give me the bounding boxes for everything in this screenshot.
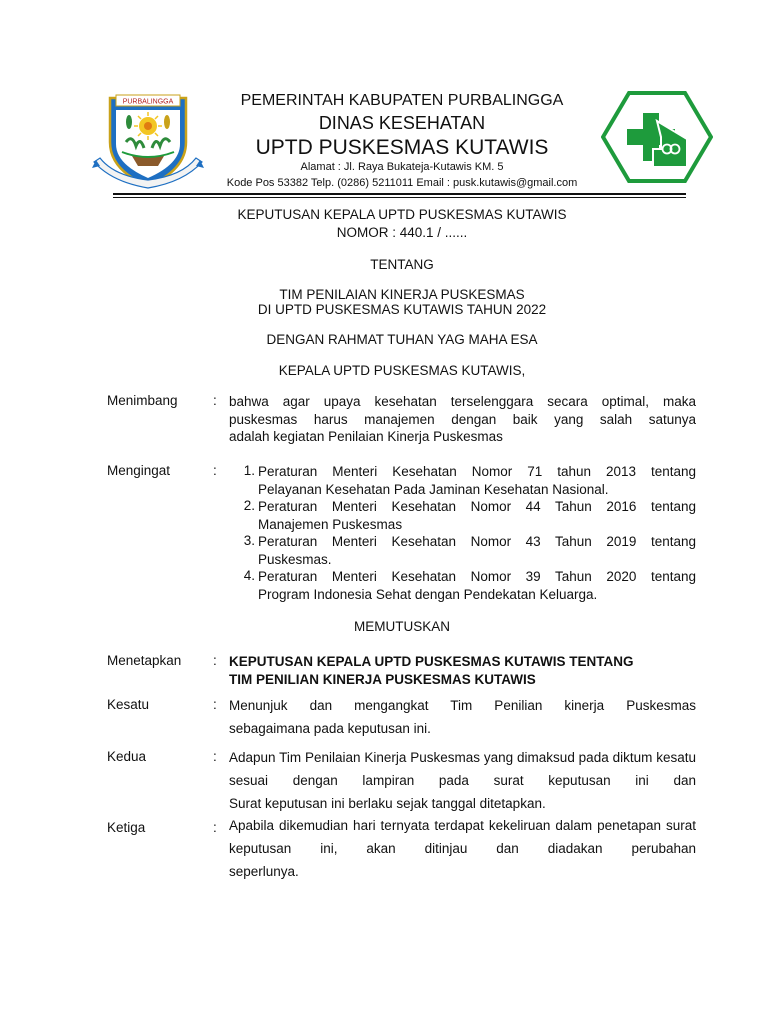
mengingat-colon: : — [213, 463, 217, 478]
kesatu-colon: : — [213, 697, 217, 712]
kedua-text-body: Adapun Tim Penilaian Kinerja Puskesmas yang dimaksud pada diktum kesatu sesuai dengan lampiran pada surat keputusan ini dan — [229, 750, 696, 788]
mengingat-item-first: Peraturan Menteri Kesehatan Nomor 43 Tahun 2019 tentang — [258, 534, 696, 549]
grace-line: DENGAN RAHMAT TUHAN YAG MAHA ESA — [266, 332, 538, 347]
mengingat-item-first: Peraturan Menteri Kesehatan Nomor 71 tahun 2013 tentang — [258, 464, 696, 479]
ketiga-text-body: Apabila dikemudian hari ternyata terdapat kekeliruan dalam penetapan surat keputusan ini, akan ditinjau dan diadakan perubahan — [229, 818, 696, 856]
menimbang-text-body: bahwa agar upaya kesehatan terselenggara secara optimal, maka puskesmas harus manajemen dengan baik yang salah satunya — [229, 394, 696, 427]
mengingat-item-second: Manajemen Puskesmas — [258, 516, 403, 532]
subject-line-1: TIM PENILAIAN KINERJA PUSKESMAS — [279, 287, 525, 302]
letterhead-government: PEMERINTAH KABUPATEN PURBALINGGA — [240, 92, 564, 109]
mengingat-item — [258, 568, 696, 603]
emblem-banner-text: PURBALINGGA — [122, 98, 174, 106]
memutuskan-heading: MEMUTUSKAN — [353, 619, 450, 634]
menetapkan-line-1: KEPUTUSAN KEPALA UPTD PUSKESMAS KUTAWIS TENTANG — [229, 654, 634, 669]
letterhead-divider — [113, 193, 686, 195]
menimbang-label: Menimbang — [107, 393, 178, 408]
kesatu-text — [229, 694, 696, 740]
about-heading: TENTANG — [370, 257, 434, 272]
kedua-text-last: Surat keputusan ini berlaku sejak tanggal ditetapkan. — [229, 796, 546, 811]
mengingat-item — [258, 533, 696, 568]
ketiga-text — [229, 814, 696, 883]
kedua-colon: : — [213, 749, 217, 764]
ketiga-text-last: seperlunya. — [229, 864, 299, 879]
head-line: KEPALA UPTD PUSKESMAS KUTAWIS, — [278, 363, 526, 378]
menetapkan-text — [229, 653, 696, 688]
letterhead-address: Alamat : Jl. Raya Bukateja-Kutawis KM. 5 — [300, 161, 504, 173]
subject-line-2: DI UPTD PUSKESMAS KUTAWIS TAHUN 2022 — [257, 302, 547, 317]
mengingat-item-second: Pelayanan Kesehatan Pada Jaminan Kesehatan Nasional. — [258, 481, 609, 497]
menetapkan-label: Menetapkan — [107, 653, 182, 668]
decree-title: KEPUTUSAN KEPALA UPTD PUSKESMAS KUTAWIS — [237, 207, 567, 222]
mengingat-item — [258, 498, 696, 533]
kesatu-text-last: sebagaimana pada keputusan ini. — [229, 721, 431, 736]
kesatu-text-body: Menunjuk dan mengangkat Tim Penilian kinerja Puskesmas — [229, 698, 696, 713]
letterhead-divider-thin — [113, 197, 686, 198]
kesatu-label: Kesatu — [107, 697, 150, 712]
mengingat-label: Mengingat — [107, 463, 171, 478]
menetapkan-colon: : — [213, 653, 217, 668]
mengingat-item-first: Peraturan Menteri Kesehatan Nomor 44 Tahun 2016 tentang — [258, 499, 696, 514]
kedua-text — [229, 746, 696, 815]
ketiga-colon: : — [213, 820, 217, 835]
puskesmas-logo-icon — [601, 91, 713, 183]
purbalingga-emblem-icon — [92, 90, 204, 190]
mengingat-item-number: 3. — [243, 533, 255, 548]
mengingat-item-first: Peraturan Menteri Kesehatan Nomor 39 Tahun 2020 tentang — [258, 569, 696, 584]
kedua-label: Kedua — [107, 749, 147, 764]
menimbang-text — [229, 393, 696, 446]
letterhead-department: DINAS KESEHATAN — [318, 113, 486, 133]
mengingat-item-second: Puskesmas. — [258, 551, 332, 567]
ketiga-label: Ketiga — [107, 820, 146, 835]
menimbang-colon: : — [213, 393, 217, 408]
mengingat-item-number: 2. — [243, 498, 255, 513]
mengingat-item-number: 1. — [243, 463, 255, 478]
mengingat-item-second: Program Indonesia Sehat dengan Pendekatan Keluarga. — [258, 586, 598, 602]
mengingat-item — [258, 463, 696, 498]
decree-number: NOMOR : 440.1 / ...... — [336, 225, 468, 240]
mengingat-item-number: 4. — [243, 568, 255, 583]
menimbang-text-last: adalah kegiatan Penilaian Kinerja Puskesmas — [229, 429, 503, 444]
letterhead-contact: Kode Pos 53382 Telp. (0286) 5211011 Email : pusk.kutawis@gmail.com — [226, 177, 578, 189]
menetapkan-line-2: TIM PENILIAN KINERJA PUSKESMAS KUTAWIS — [229, 671, 536, 687]
letterhead-institution: UPTD PUSKESMAS KUTAWIS — [255, 136, 549, 159]
